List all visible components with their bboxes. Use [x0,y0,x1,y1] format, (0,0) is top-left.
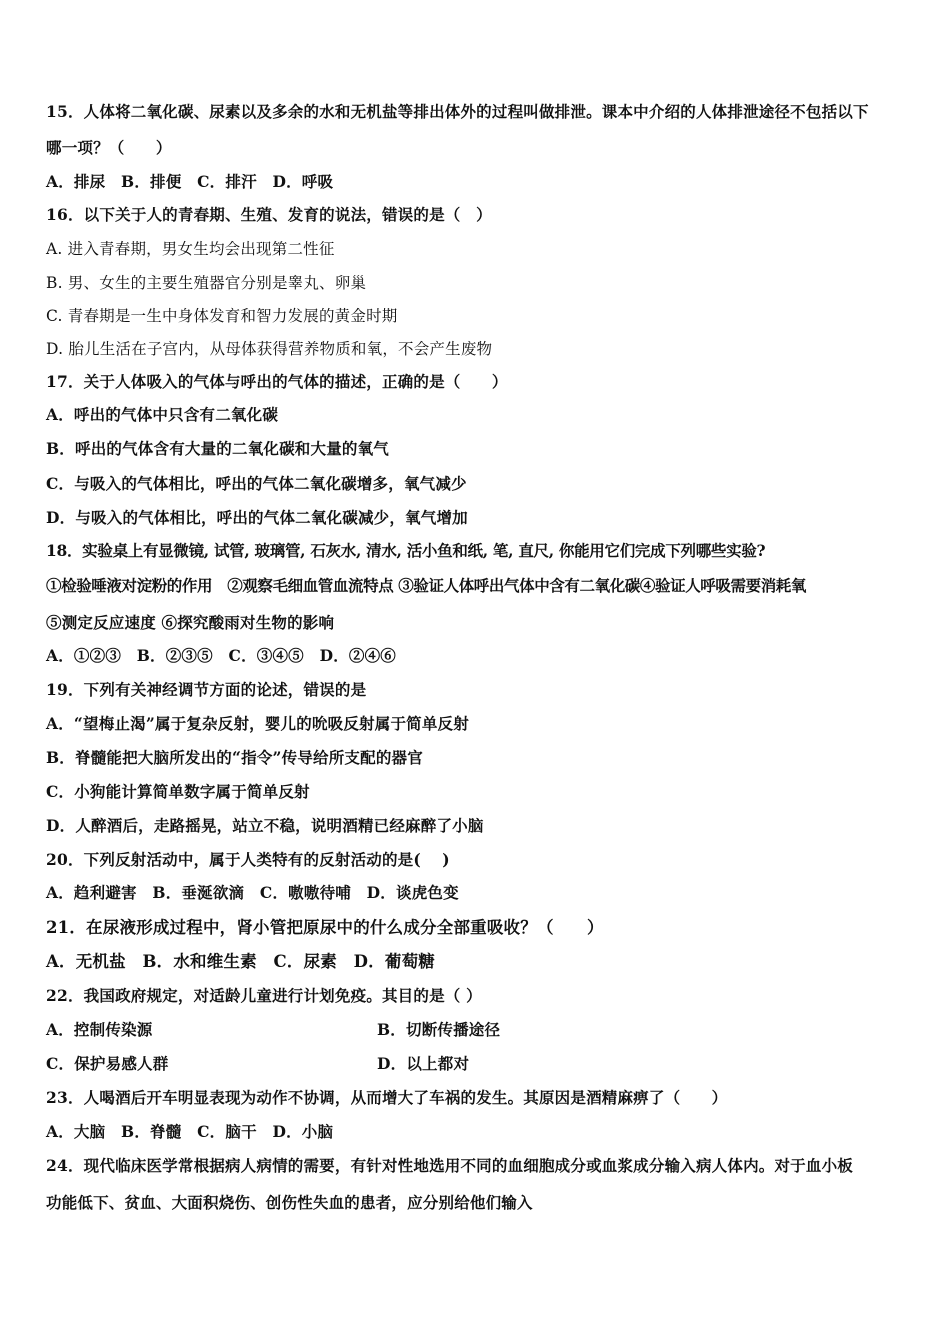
q16-stem: 16．以下关于人的青春期、生殖、发育的说法，错误的是（ ） [46,205,492,224]
q21-stem: 21．在尿液形成过程中，肾小管把原尿中的什么成分全部重吸收？（ ） [46,918,604,937]
q18-stem: 18．实验桌上有显微镜, 试管, 玻璃管, 石灰水, 清水, 活小鱼和纸, 笔, 直尺, 你能用它们完成下列哪些实验? [46,541,766,560]
q23-options: A．大脑 B．脊髓 C．脑干 D．小脑 [46,1122,334,1141]
q16-option-c: C. 青春期是一生中身体发育和智力发展的黄金时期 [46,307,398,325]
q15-options: A．排尿 B．排便 C．排汗 D．呼吸 [46,172,334,191]
q21-options: A．无机盐 B．水和维生素 C．尿素 D．葡萄糖 [46,952,435,971]
q24-stem-line1: 24．现代临床医学常根据病人病情的需要，有针对性地选用不同的血细胞成分或血浆成分输入病人体内。对于血小板 [46,1156,853,1175]
q17-option-b: B．呼出的气体含有大量的二氧化碳和大量的氧气 [46,439,390,458]
q22-option-d: D．以上都对 [377,1054,470,1073]
q24-stem-line2: 功能低下、贫血、大面积烧伤、创伤性失血的患者，应分别给他们输入 [46,1193,533,1212]
q22-option-b: B．切断传播途径 [377,1020,501,1039]
q19-option-b: B．脊髓能把大脑所发出的“指令”传导给所支配的器官 [46,748,423,767]
q15-stem-line1: 15．人体将二氧化碳、尿素以及多余的水和无机盐等排出体外的过程叫做排泄。课本中介绍的人体排泄途径不包括以下 [46,102,869,121]
q16-option-a: A. 进入青春期，男女生均会出现第二性征 [46,240,335,258]
q19-option-d: D．人醉酒后，走路摇晃，站立不稳，说明酒精已经麻醉了小脑 [46,816,484,835]
q22-option-a: A．控制传染源 [46,1020,153,1039]
q20-options: A．趋利避害 B．垂涎欲滴 C．嗷嗷待哺 D．谈虎色变 [46,883,459,902]
q16-option-d: D. 胎儿生活在子宫内，从母体获得营养物质和氧，不会产生废物 [46,340,493,358]
q17-option-a: A．呼出的气体中只含有二氧化碳 [46,405,279,424]
q15-stem-line2: 哪一项？（ ） [46,138,172,157]
q19-option-a: A．“望梅止渴”属于复杂反射，婴儿的吮吸反射属于简单反射 [46,714,469,733]
q22-option-c: C．保护易感人群 [46,1054,169,1073]
q18-items-line1: ①检验唾液对淀粉的作用 ②观察毛细血管血流特点 ③验证人体呼出气体中含有二氧化碳④验证人呼吸需要消耗氧 [46,576,807,595]
q20-stem: 20．下列反射活动中，属于人类特有的反射活动的是( ) [46,850,450,869]
q19-stem: 19．下列有关神经调节方面的论述，错误的是 [46,680,367,699]
q23-stem: 23．人喝酒后开车明显表现为动作不协调，从而增大了车祸的发生。其原因是酒精麻痹了（ ） [46,1088,728,1107]
q18-options: A．①②③ B．②③⑤ C．③④⑤ D．②④⑥ [46,646,397,665]
q22-stem: 22．我国政府规定，对适龄儿童进行计划免疫。其目的是（ ） [46,986,482,1005]
q17-option-c: C．与吸入的气体相比，呼出的气体二氧化碳增多，氧气减少 [46,474,467,493]
q16-option-b: B. 男、女生的主要生殖器官分别是睾丸、卵巢 [46,274,367,292]
q18-items-line2: ⑤测定反应速度 ⑥探究酸雨对生物的影响 [46,613,335,632]
q17-option-d: D．与吸入的气体相比，呼出的气体二氧化碳减少，氧气增加 [46,508,468,527]
q17-stem: 17．关于人体吸入的气体与呼出的气体的描述，正确的是（ ） [46,372,508,391]
q19-option-c: C．小狗能计算简单数字属于简单反射 [46,782,310,801]
